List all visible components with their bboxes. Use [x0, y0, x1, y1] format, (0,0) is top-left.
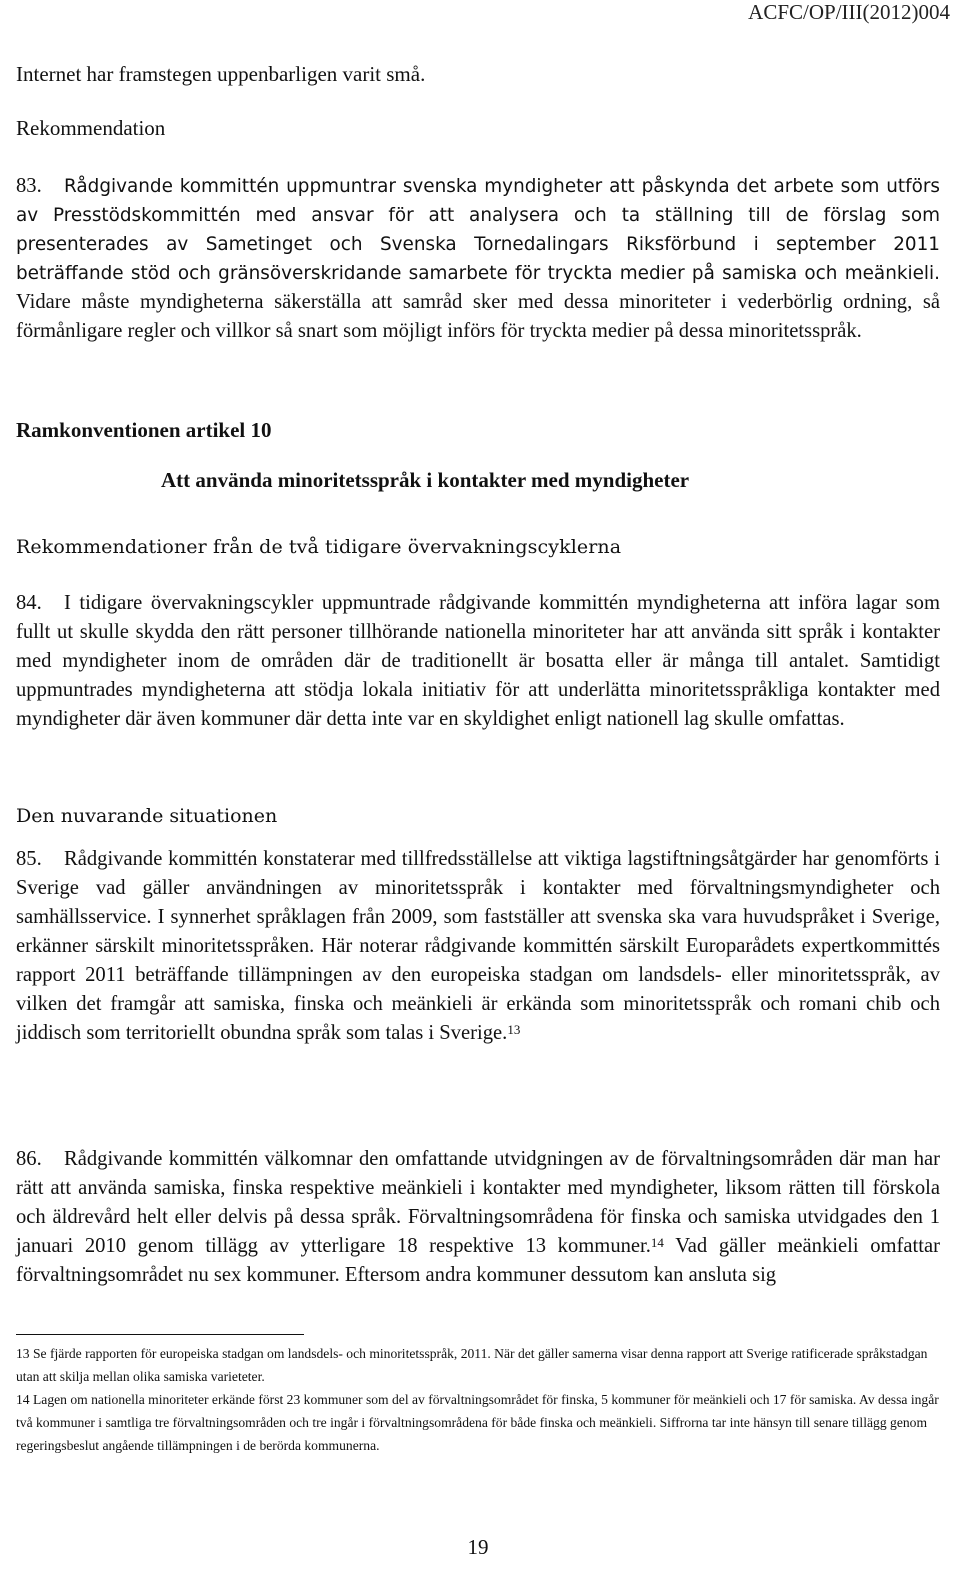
- intro-line: Internet har framstegen uppenbarligen varit små.: [16, 62, 426, 86]
- section-subheading: Att använda minoritetsspråk i kontakter med myndigheter: [161, 468, 690, 492]
- paragraph-83-text-serif: Vidare måste myndigheterna säkerställa att samråd sker med dessa minoriteter i vederbörlig ordning, så förmånligare regler och villkor så snart som möjligt införs för tryckta medier på dessa minoritetsspråk.: [16, 291, 940, 342]
- footnote-13: [16, 1342, 940, 1388]
- paragraph-83-text-sans: Rådgivande kommittén uppmuntrar svenska myndigheter att påskynda det arbete som utförs av Presstödskommittén med ansvar för att analysera och ta ställning till de förslag som presenterades av Sametinget och Svenska Tornedalingars Riksförbund i september 2011 beträffande stöd och gränsöverskridande samarbete för tryckta medier på samiska och meänkieli.: [16, 176, 940, 284]
- document-code: ACFC/OP/III(2012)004: [748, 0, 950, 24]
- footnote-divider: [16, 1334, 304, 1335]
- paragraph-86-text-b: Vad gäller meänkieli omfattar förvaltningsområdet nu sex kommuner. Eftersom andra kommuner dessutom kan ansluta sig: [16, 1235, 940, 1286]
- section-heading: Ramkonventionen artikel 10: [16, 418, 272, 442]
- previous-recommendations-heading: Rekommendationer från de två tidigare övervakningscyklerna: [16, 536, 622, 558]
- footnote-text: Se fjärde rapporten för europeiska stadgan om landsdels- och minoritetsspråk, 2011. När det gäller samerna visar denna rapport att Sverige ratificerade språkstadgan utan att skilja mellan olika samiska varieteter.: [16, 1346, 928, 1384]
- current-situation-heading: Den nuvarande situationen: [16, 805, 278, 827]
- page-number: 19: [467, 1535, 489, 1559]
- paragraph-number: 84.: [16, 592, 42, 614]
- paragraph-number: 86.: [16, 1148, 42, 1170]
- paragraph-85-text: Rådgivande kommittén konstaterar med tillfredsställelse att viktiga lagstiftningsåtgärder har genomförts i Sverige vad gäller användningen av minoritetsspråk i kontakter med förvaltningsmyndigheter och samhällsservice. I synnerhet språklagen från 2009, som fastställer att svenska ska vara huvudspråket i Sverige, erkänner särskilt minoritetsspråken. Här noterar rådgivande kommittén särskilt Europarådets expertkommittés rapport 2011 beträffande tillämpningen av den europeiska stadgan om landsdels- eller minoritetsspråk, av vilken det framgår att samiska, finska och meänkieli är erkända som minoritetsspråk och romani chib och jiddisch som territoriellt obundna språk som talas i Sverige.: [16, 848, 940, 1044]
- footnote-text: Lagen om nationella minoriteter erkände först 23 kommuner som del av förvaltningsområdet för finska, 5 kommuner för meänkieli och 17 för samiska. Av dessa ingår två kommuner i samtliga tre förvaltningsområden och tre ingår i förvaltningsområdena för både finska och meänkieli. Siffrorna tar inte hänsyn till senare tillägg genom regeringsbeslut angående tillämpningen i de berörda kommunerna.: [16, 1392, 939, 1453]
- paragraph-number: 85.: [16, 848, 42, 870]
- footnote-ref-13[interactable]: 13: [507, 1022, 521, 1037]
- footnote-number: 13: [16, 1346, 30, 1361]
- paragraph-number: 83.: [16, 175, 42, 197]
- paragraph-85: [16, 845, 940, 1048]
- paragraph-86: [16, 1145, 940, 1290]
- paragraph-84: [16, 589, 940, 734]
- paragraph-86-text-a: Rådgivande kommittén välkomnar den omfattande utvidgningen av de förvaltningsområden där man har rätt att använda samiska, finska respektive meänkieli i kontakter med myndigheter, liksom rätten till förskola och äldrevård helt eller delvis på dessa språk. Förvaltningsområdena för finska och samiska utvidgades den 1 januari 2010 genom tillägg av ytterligare 18 respektive 13 kommuner.: [16, 1148, 940, 1257]
- paragraph-84-text: I tidigare övervakningscykler uppmuntrade rådgivande kommittén myndigheterna att införa lagar som fullt ut skulle skydda den rätt personer tillhörande nationella minoriteter har att använda sitt språk i kontakter med myndigheter inom de områden där de traditionellt är bosatta eller är många till antalet. Samtidigt uppmuntrades myndigheterna att stödja lokala initiativ för att underlätta minoritetsspråkliga kontakter med myndigheter där även kommuner där detta inte var en skyldighet enligt nationell lag skulle omfattas.: [16, 592, 940, 730]
- recommendation-label: Rekommendation: [16, 116, 166, 140]
- footnote-ref-14[interactable]: 14: [650, 1235, 664, 1250]
- footnotes: [16, 1342, 940, 1457]
- footnote-number: 14: [16, 1392, 30, 1407]
- footnote-14: [16, 1388, 940, 1457]
- paragraph-83: [16, 172, 940, 346]
